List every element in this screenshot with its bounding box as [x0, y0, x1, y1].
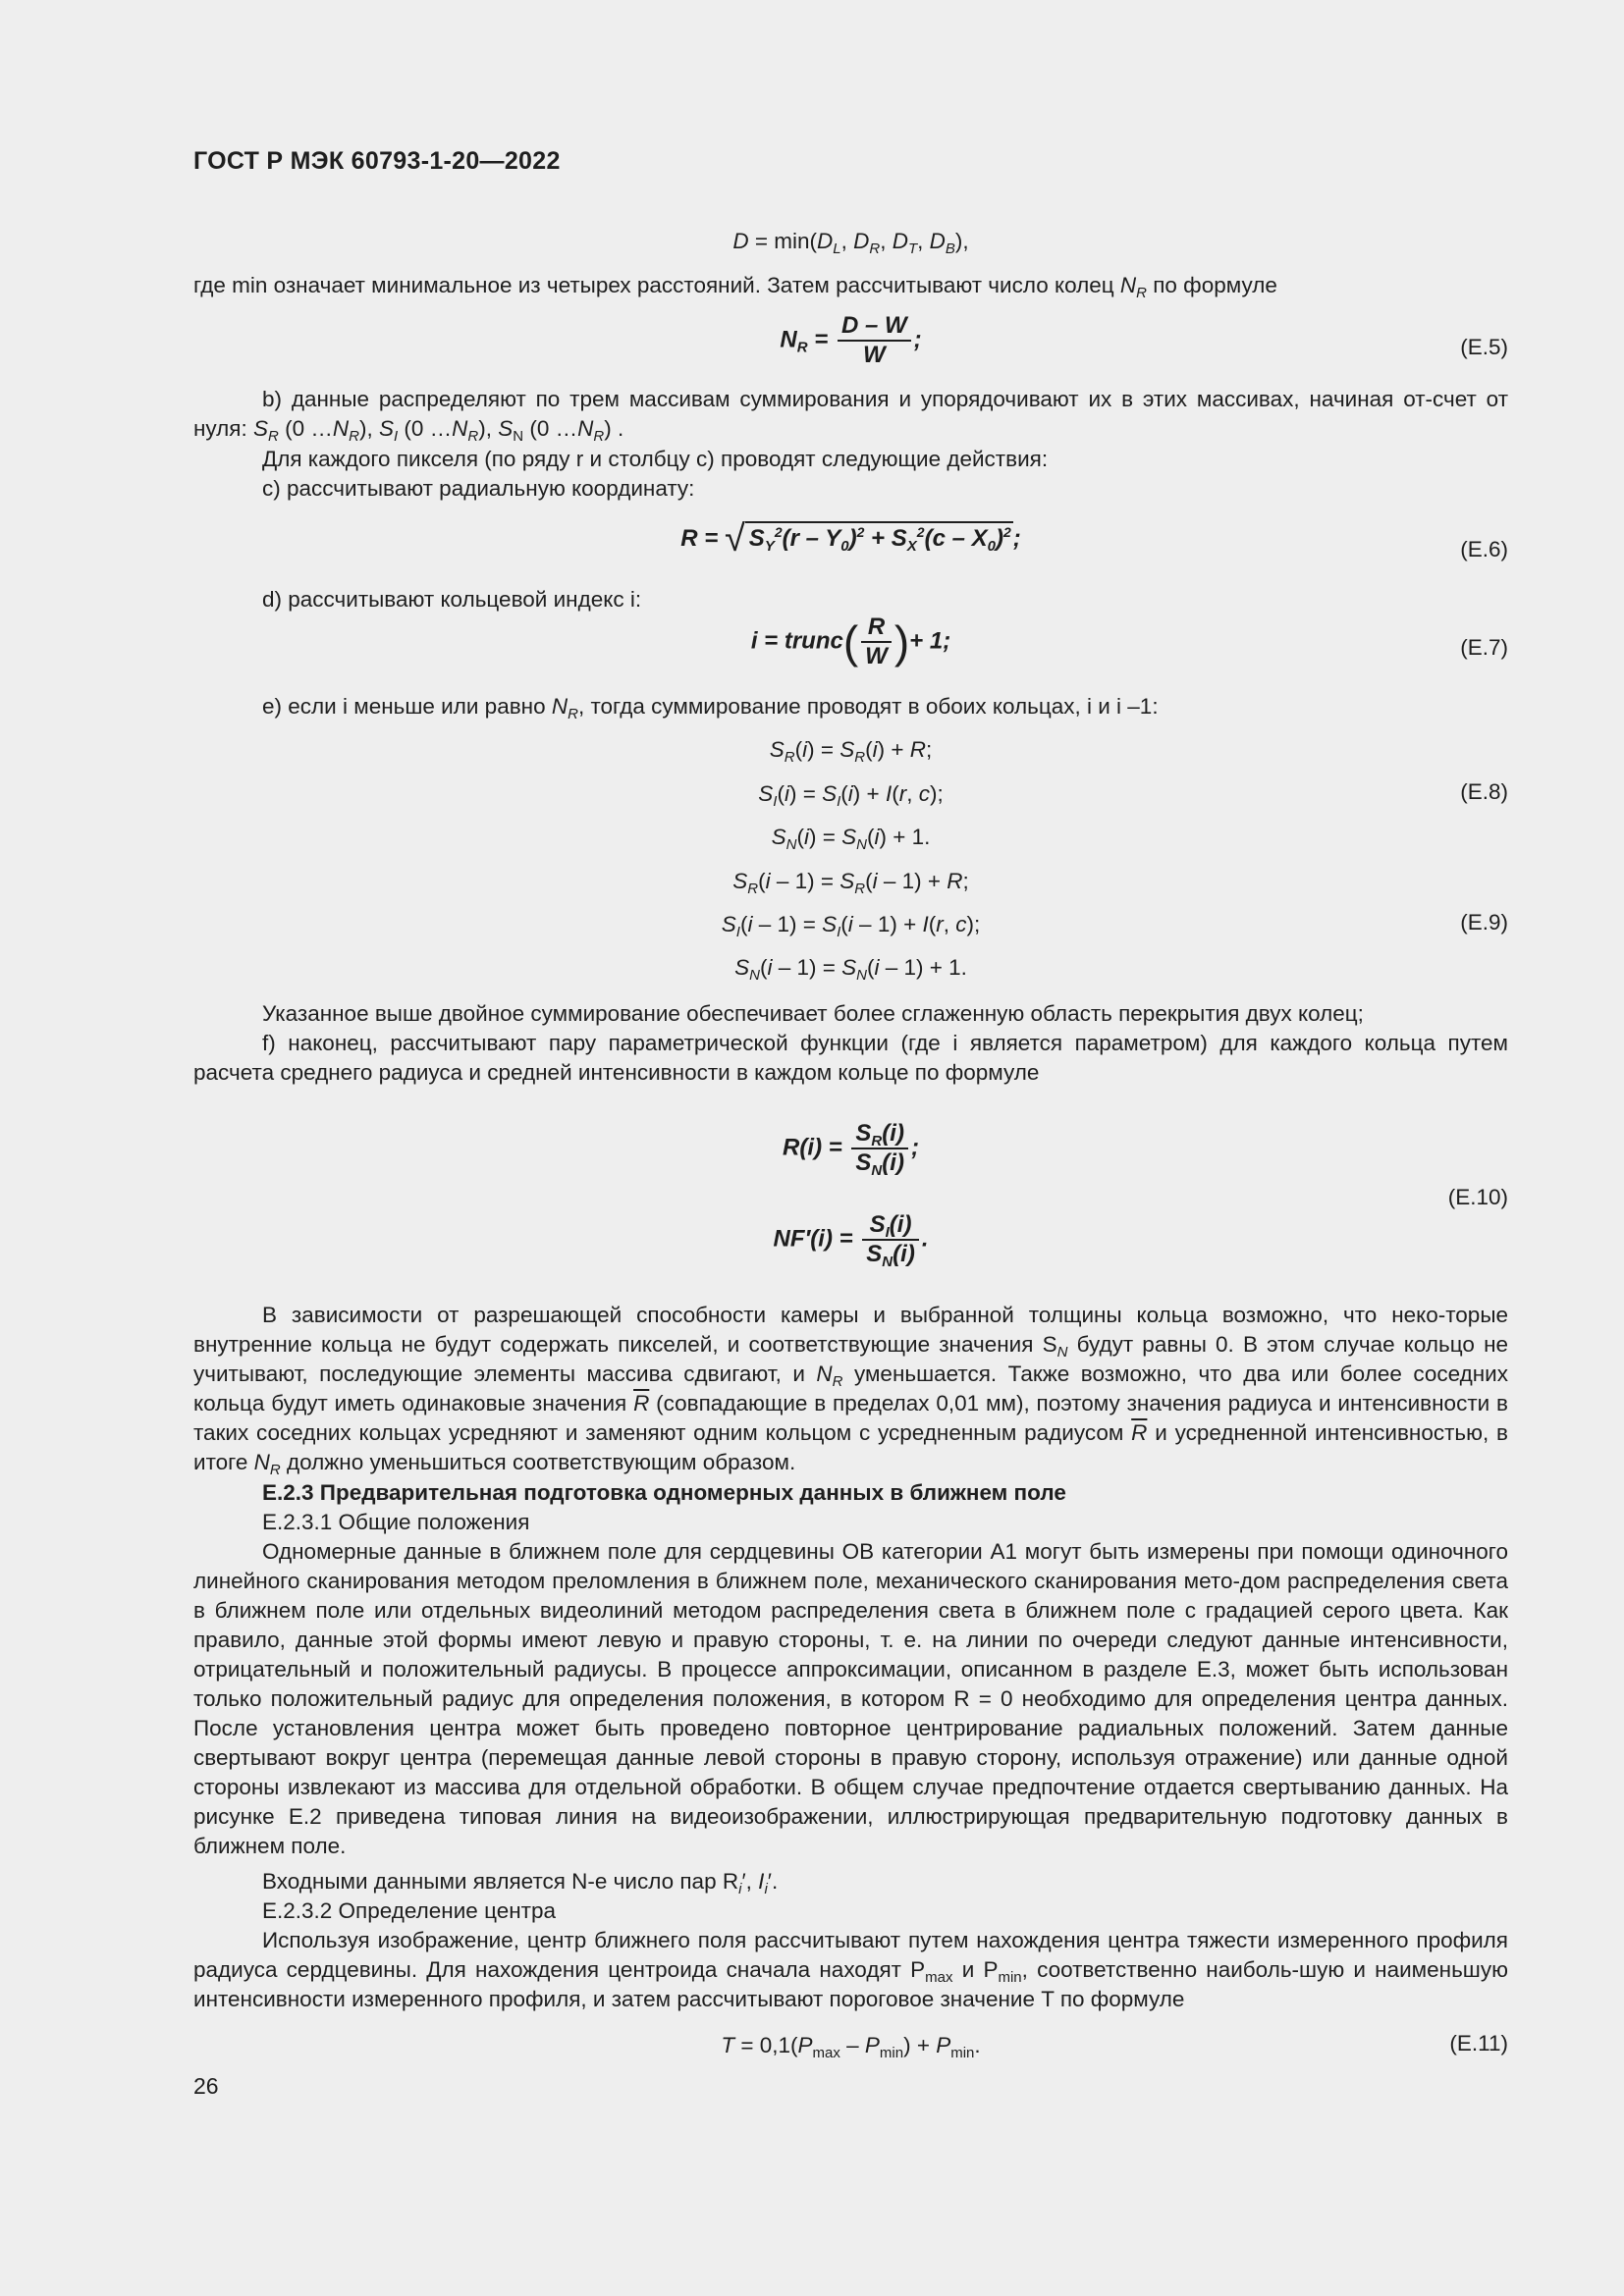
paragraph-input-data: Входными данными является N-е число пар $R_i'$, $I_i'$. [262, 1869, 779, 1897]
formula-e5: $N_R$ = $\frac{D - W}{W}$ ; [780, 312, 922, 368]
heading-e231: E.2.3.1 Общие положения [262, 1510, 530, 1534]
paragraph-one-dimensional-data: Одномерные данные в ближнем поле для сердцевины ОВ категории А1 могут быть измерены при помощи одиночного линейного сканирования методом преломления в ближнем поле, механического сканирования мето-дом распределения света в ближнем поле или отдельных видеолиний методом распределения света в ближнем поле с градацией серого цвета. Как правило, данные этой формы имеют левую и правую стороны, т. е. на линии по очереди следуют данные интенсивности, отрицательный и положительный радиусы. В процессе аппроксимации, описанном в разделе Е.3, может быть использован только положительный радиус для определения положения, в котором R = 0 необходимо для определения центра данных. После установления центра может быть проведено повторное центрирование радиальных положений. Затем данные свертывают вокруг центра (перемещая данные левой стороны в правую сторону, используя отражение) или данные одной стороны извлекают из массива для отдельной обработки. В общем случае предпочтение отдается свертыванию данных. На рисунке Е.2 приведена типовая линия на видеоизображении, иллюстрирующая предварительную подготовку данных в ближнем поле. [193, 1539, 1508, 1858]
formula-e10-radius: R(i) = $\frac{S_R(i)}{S_N(i)}$ ; [783, 1120, 919, 1179]
paragraph-f: f) наконец, рассчитывают пару параметрической функции (где i является параметром) для каждого кольца путем расчета среднего радиуса и средней интенсивности в каждом кольце по формуле [193, 1031, 1508, 1085]
formula-e11: $T = 0,1(P_{max} - P_{min}) + P_{min}$. [721, 2033, 981, 2061]
equation-number-e7: (E.7) [1460, 635, 1508, 660]
formula-e6: R = √ $S_Y^2(r - Y_0)^2 + S_X^2(c - X_0)^2$; [680, 518, 1021, 560]
equation-number-e6: (E.6) [1460, 537, 1508, 561]
heading-e232: E.2.3.2 Определение центра [262, 1898, 556, 1923]
paragraph-b: b) данные распределяют по трем массивам суммирования и упорядочивают их в этих массивах, начиная от-счет от нуля: $S_R$ (0 $\dots N_R$), $S_I$ (0 $\dots N_R$), $S_N$ (0 $\dots N_R$) . [193, 387, 1508, 445]
equation-number-e8: (E.8) [1460, 779, 1508, 804]
formula-e9-line1: $S_R(i - 1) = S_R(i - 1) + R$; [732, 869, 969, 897]
formula-e8-line3: $S_N(i) = S_N(i) + 1$. [771, 825, 931, 853]
formula-e8-line1: $S_R(i) = S_R(i) + R$; [769, 737, 933, 766]
formula-e7: i = trunc( $\frac{R}{W}$ )+ 1; [750, 614, 951, 669]
equation-number-e11: (E.11) [1449, 2031, 1508, 2056]
page-number: 26 [193, 2073, 219, 2099]
paragraph-for-each-pixel: Для каждого пикселя (по ряду r и столбцу c) проводят следующие действия: [262, 447, 1049, 471]
paragraph-center-determination: Используя изображение, центр ближнего поля рассчитывают путем нахождения центра тяжести измеренного профиля радиуса сердцевины. Для нахождения центроида сначала находят $P_{max}$ и $P_{min}$, соответственно наиболь-шую и наименьшую интенсивности измеренного профиля, и затем рассчитывают пороговое значение T по формуле [193, 1928, 1508, 2011]
formula-e9-line3: $S_N(i - 1) = S_N(i - 1) + 1$. [734, 955, 967, 984]
formula-e8-line2: $S_I(i) = S_I(i) + I(r$, c); [758, 781, 944, 810]
paragraph-c: c) рассчитывают радиальную координату: [262, 476, 695, 501]
document-header: ГОСТ Р МЭК 60793-1-20—2022 [193, 147, 561, 175]
paragraph-resolution-dependence: В зависимости от разрешающей способности камеры и выбранной толщины кольца возможно, что неко-торые внутренние кольца не будут содержать пикселей, и соответствующие значения $S_N$ будут равны 0. В этом случае кольцо не учитывают, последующие элементы массива сдвигают, и $N_R$ уменьшается. Также возможно, что два или более соседних кольца будут иметь одинаковые значения $\overline{R}$ (совпадающие в пределах 0,01 мм), поэтому значения радиуса и интенсивности в таких соседних кольцах усредняют и заменяют одним кольцом с усредненным радиусом $\overline{R}$ и усредненной интенсивностью, в итоге $N_R$ должно уменьшиться соответствующим образом. [193, 1303, 1509, 1478]
equation-number-e9: (E.9) [1460, 910, 1508, 934]
paragraph-d: d) рассчитывают кольцевой индекс i: [262, 587, 642, 612]
heading-e23: E.2.3 Предварительная подготовка одномерных данных в ближнем поле [262, 1480, 1066, 1505]
formula-distance-min: $D = \min(D_L$, $D_R$, $D_T$, $D_B$), [732, 229, 969, 257]
paragraph-e: e) если i меньше или равно $N_R$, тогда суммирование проводят в обоих кольцах, i и i –1: [262, 694, 1159, 722]
formula-e10-intensity: NF′(i) = $\frac{S_I(i)}{S_N(i)}$ . [773, 1211, 929, 1270]
paragraph-double-summation: Указанное выше двойное суммирование обеспечивает более сглаженную область перекрытия двух колец; [262, 1001, 1364, 1026]
paragraph-where-min: где min означает минимальное из четырех расстояний. Затем рассчитывают число колец $N_R$ по формуле [193, 273, 1277, 301]
formula-e9-line2: $S_I(i - 1) = S_I(i - 1) + I(r$, c); [721, 912, 981, 940]
equation-number-e5: (E.5) [1460, 335, 1508, 359]
equation-number-e10: (E.10) [1447, 1185, 1508, 1209]
